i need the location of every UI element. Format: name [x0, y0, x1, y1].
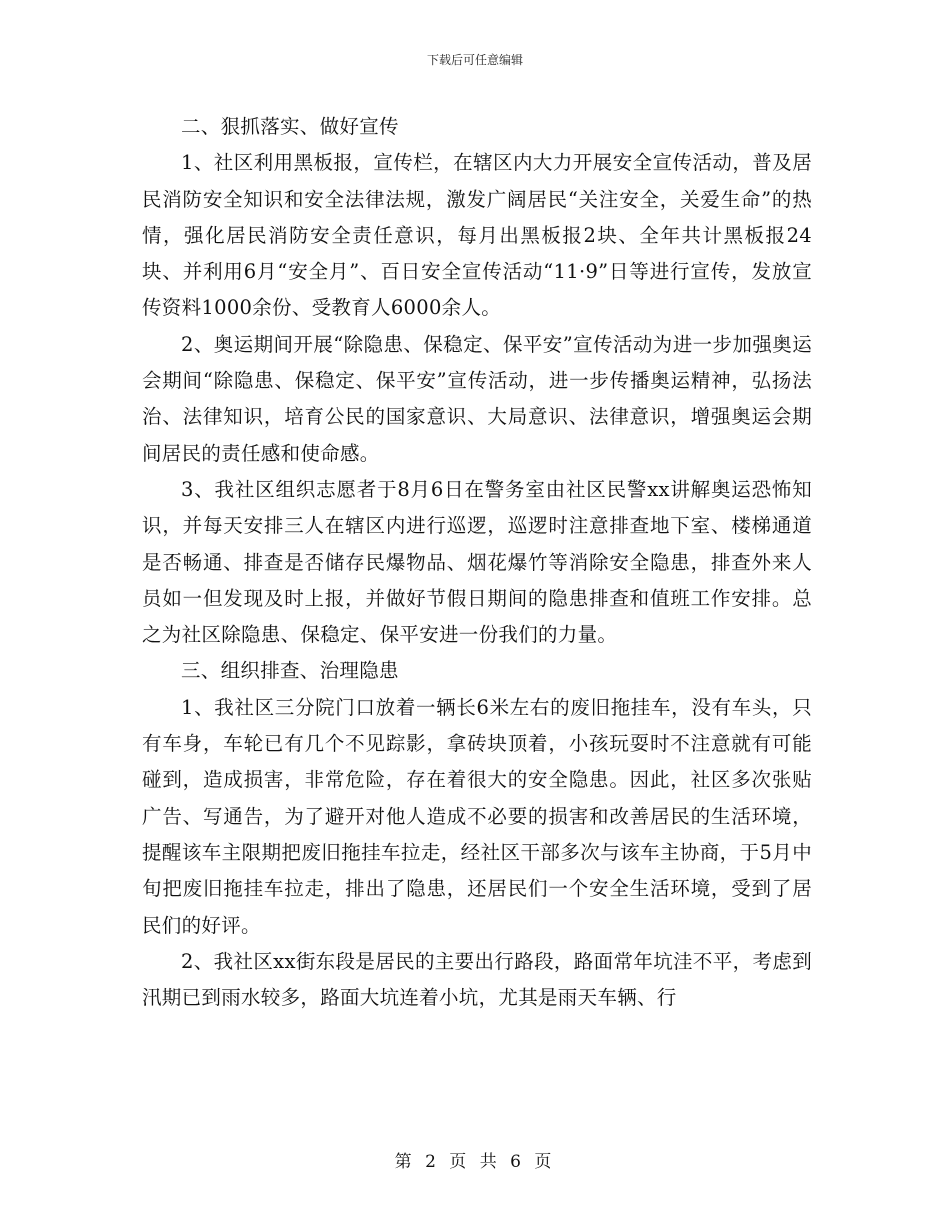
paragraph-publicity-blackboard: 1、社区利用黑板报，宣传栏，在辖区内大力开展安全宣传活动，普及居民消防安全知识和安全法律法规，激发广阔居民“关注安全，关爱生命”的热情，强化居民消防安全责任意识，每月出黑板报2块、全年共计黑板报24块、并利用6月“安全月”、百日安全宣传活动“11·9”日等进行宣传，发放宣传资料1000余份、受教育人6000余人。 — [142, 151, 812, 320]
paragraph-trailer-removal: 1、我社区三分院门口放着一辆长6米左右的废旧拖挂车，没有车头，只有车身，车轮已有几个不见踪影，拿砖块顶着，小孩玩耍时不注意就有可能碰到，造成损害，非常危险，存在着很大的安全隐患。因此，社区多次张贴广告、写通告，为了避开对他人造成不必要的损害和改善居民的生活环境，提醒该车主限期把废旧拖挂车拉走，经社区干部多次与该车主协商，于5月中旬把废旧拖挂车拉走，排出了隐患，还居民们一个安全生活环境，受到了居民们的好评。 — [142, 695, 812, 937]
paragraph-olympics-campaign: 2、奥运期间开展“除隐患、保稳定、保平安”宣传活动为进一步加强奥运会期间“除隐患、保稳定、保平安”宣传活动，进一步传播奥运精神，弘扬法治、法律知识，培育公民的国家意识、大局意识、法律意识，增强奥运会期间居民的责任感和使命感。 — [142, 332, 812, 465]
page-footer: 第 2 页 共 6 页 — [394, 1152, 556, 1172]
document-body — [142, 109, 812, 1016]
page-header: 下载后可任意编辑 — [426, 53, 523, 67]
section-heading-three: 三、组织排查、治理隐患 — [181, 659, 399, 683]
paragraph-volunteer-patrol: 3、我社区组织志愿者于8月6日在警务室由社区民警xx讲解奥运恐怖知识，并每天安排三人在辖区内进行巡逻，巡逻时注意排查地下室、楼梯通道是否畅通、排查是否储存民爆物品、烟花爆竹等消除安全隐患，排查外来人员如一但发现及时上报，并做好节假日期间的隐患排查和值班工作安排。总之为社区除隐患、保稳定、保平安进一份我们的力量。 — [142, 477, 812, 647]
section-heading-two: 二、狠抓落实、做好宣传 — [181, 115, 399, 138]
paragraph-road-repair: 2、我社区xx街东段是居民的主要出行路段，路面常年坑洼不平，考虑到汛期已到雨水较多，路面大坑连着小坑，尤其是雨天车辆、行 — [142, 949, 812, 1010]
